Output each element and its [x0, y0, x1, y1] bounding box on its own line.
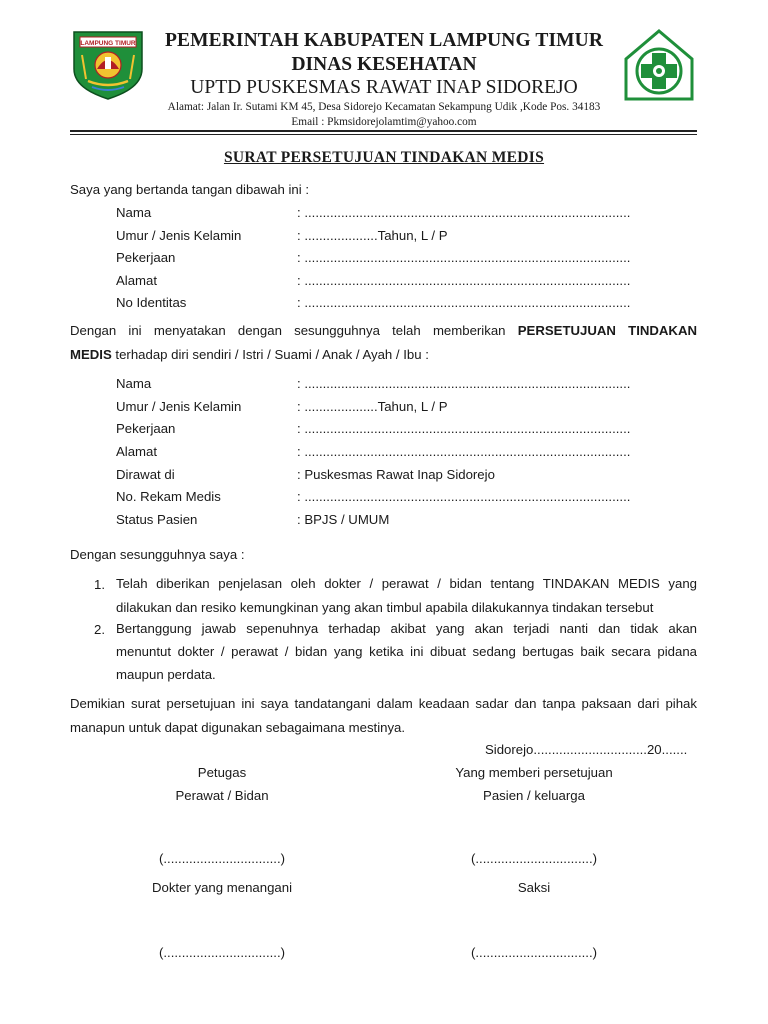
point-2-number: 2.	[94, 622, 105, 637]
patient-status-label: Status Pasien	[116, 512, 198, 527]
doctor-signature-blank: (................................)	[158, 945, 286, 960]
patient-name-value: : .........................................................................................	[297, 376, 631, 391]
signer-id-value: : .........................................................................................	[297, 295, 631, 310]
letterhead-email: Email : Pkmsidorejolamtim@yahoo.com	[291, 116, 477, 128]
statement-relations: terhadap diri sendiri / Istri / Suami / Anak / Ayah / Ibu :	[111, 347, 429, 362]
signer-id-label: No Identitas	[116, 295, 187, 310]
lampung-timur-logo	[70, 29, 146, 101]
statement-line-2	[70, 347, 429, 362]
intro-text: Saya yang bertanda tangan dibawah ini :	[70, 182, 310, 197]
statement-bold: PERSETUJUAN TINDAKAN	[517, 323, 698, 338]
point-2-line-2: menuntut dokter / perawat / bidan yang ketika ini dibuat sedang bertugas baik secara pidana	[116, 644, 697, 659]
letterhead-department: DINAS KESEHATAN	[291, 54, 477, 75]
officer-sub-label: Perawat / Bidan	[175, 788, 269, 803]
patient-record-label: No. Rekam Medis	[116, 489, 221, 504]
header-rule-thick	[70, 130, 697, 132]
consenter-sub-label: Pasien / keluarga	[483, 788, 585, 803]
officer-signature-blank: (................................)	[158, 851, 286, 866]
header-rule-thin	[70, 134, 697, 135]
witness-signature-blank: (................................)	[470, 945, 598, 960]
point-2-line-1: Bertanggung jawab sepenuhnya terhadap akibat yang akan terjadi nanti dan tidak akan	[116, 621, 697, 636]
patient-record-value: : .........................................................................................	[297, 489, 631, 504]
signer-age-value: : ....................Tahun, L / P	[297, 228, 448, 243]
patient-age-label: Umur / Jenis Kelamin	[116, 399, 242, 414]
document-title: SURAT PERSETUJUAN TINDAKAN MEDIS	[223, 149, 545, 166]
patient-address-label: Alamat	[116, 444, 158, 459]
officer-label: Petugas	[197, 765, 247, 780]
patient-status-value: : BPJS / UMUM	[297, 512, 390, 527]
statement-bold-2: MEDIS	[70, 347, 112, 362]
consenter-signature-blank: (................................)	[470, 851, 598, 866]
letterhead-address: Alamat: Jalan Ir. Sutami KM 45, Desa Sidorejo Kecamatan Sekampung Udik ,Kode Pos. 34183	[167, 101, 601, 113]
signer-job-label: Pekerjaan	[116, 250, 176, 265]
patient-age-value: : ....................Tahun, L / P	[297, 399, 448, 414]
signer-address-label: Alamat	[116, 273, 158, 288]
place-date: Sidorejo...............................20.......	[485, 742, 688, 757]
signer-job-value: : .........................................................................................	[297, 250, 631, 265]
signer-address-value: : .........................................................................................	[297, 273, 631, 288]
patient-ward-value: : Puskesmas Rawat Inap Sidorejo	[297, 467, 495, 482]
point-2-line-3: maupun perdata.	[116, 667, 216, 682]
closing-line-1: Demikian surat persetujuan ini saya tandatangani dalam keadaan sadar dan tanpa paksaan dari pihak	[70, 696, 697, 711]
signer-name-label: Nama	[116, 205, 152, 220]
patient-job-value: : .........................................................................................	[297, 421, 631, 436]
signer-age-label: Umur / Jenis Kelamin	[116, 228, 242, 243]
letterhead-institution: UPTD PUSKESMAS RAWAT INAP SIDOREJO	[190, 77, 578, 98]
statement-line-1	[70, 320, 697, 343]
letterhead-government: PEMERINTAH KABUPATEN LAMPUNG TIMUR	[165, 30, 603, 51]
patient-address-value: : .........................................................................................	[297, 444, 631, 459]
statement-text: Dengan ini menyatakan dengan sesungguhnya telah memberikan	[70, 323, 518, 338]
point-1-line-1: Telah diberikan penjelasan oleh dokter / perawat / bidan tentang TINDAKAN MEDIS yang	[116, 576, 697, 591]
patient-job-label: Pekerjaan	[116, 421, 176, 436]
closing-line-2: manapun untuk dapat digunakan sebagaimana mestinya.	[70, 720, 406, 735]
witness-label: Saksi	[517, 880, 551, 895]
patient-name-label: Nama	[116, 376, 152, 391]
point-1-number: 1.	[94, 577, 105, 592]
patient-ward-label: Dirawat di	[116, 467, 175, 482]
doctor-label: Dokter yang menangani	[151, 880, 293, 895]
logo-left-text: LAMPUNG TIMUR	[80, 40, 136, 47]
signer-name-value: : .........................................................................................	[297, 205, 631, 220]
consenter-label: Yang memberi persetujuan	[455, 765, 613, 780]
sincerely-text: Dengan sesungguhnya saya :	[70, 547, 245, 562]
puskesmas-logo	[624, 29, 694, 101]
point-1-line-2: dilakukan dan resiko kemungkinan yang akan timbul apabila dilakukannya tindakan tersebut	[116, 600, 654, 615]
